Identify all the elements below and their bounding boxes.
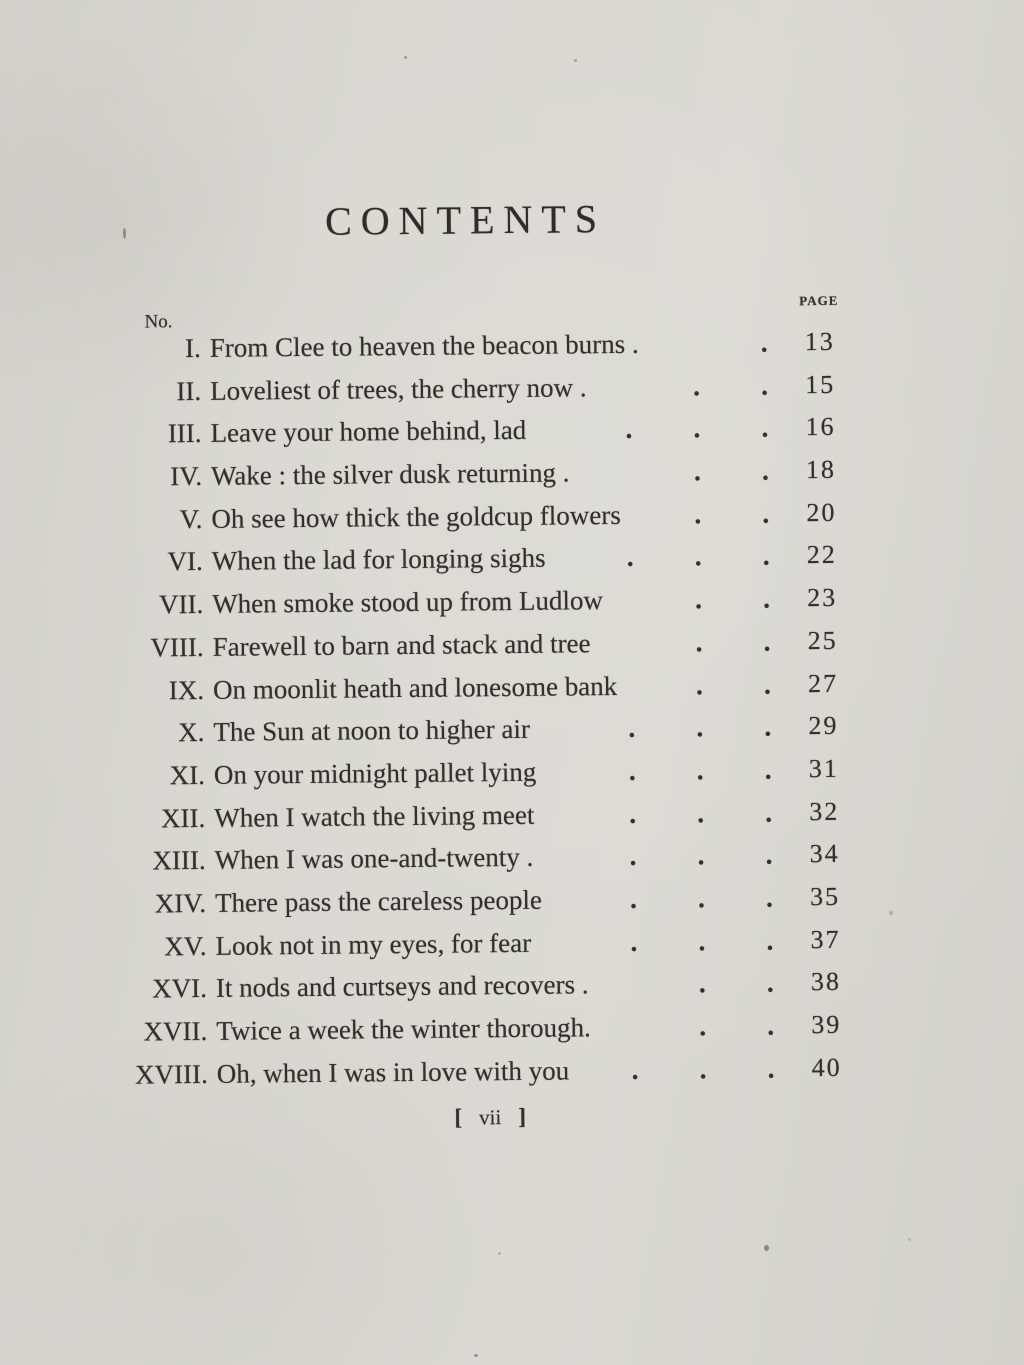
leader-dot: . (628, 755, 636, 786)
toc-entry (125, 321, 841, 371)
leader-dot: . (764, 711, 772, 742)
paper-speck (498, 1252, 501, 1255)
leader-dot: . (699, 1011, 707, 1042)
leader-dot: . (766, 967, 774, 998)
toc-entry (132, 1046, 848, 1096)
leader-dot: . (629, 883, 637, 914)
leader-dot: . (761, 412, 769, 443)
toc-entry-page-number: 23 (807, 583, 838, 613)
toc-entry-page-number: 22 (806, 540, 837, 570)
toc-rows (125, 321, 848, 1096)
leader-dot: . (695, 584, 703, 615)
toc-entry (131, 1004, 847, 1054)
toc-entry (125, 406, 841, 456)
leader-dot: . (625, 414, 633, 445)
leader-dot: . (629, 841, 637, 872)
toc-entry-page-number: 25 (807, 625, 838, 655)
leader-dot: . (763, 583, 771, 614)
leader-dot: . (764, 754, 772, 785)
toc-entry-title: When smoke stood up from Ludlow (212, 585, 604, 619)
toc-entry (127, 620, 843, 670)
toc-entry (129, 748, 845, 798)
toc-entry-title: Oh see how thick the goldcup flowers (211, 499, 621, 534)
paper-speck (574, 59, 577, 62)
leader-dot: . (760, 327, 768, 358)
toc-entry-page-number: 35 (809, 881, 841, 912)
toc-entry-title: When I watch the living meet (214, 799, 535, 833)
toc-entry-title: When the lad for longing sighs (211, 543, 546, 577)
leader-dot: . (694, 541, 702, 572)
paper-speck (474, 1354, 478, 1357)
toc-entry-title: Oh, when I was in love with you (216, 1055, 570, 1089)
leader-dot: . (698, 925, 706, 956)
toc-entry (130, 918, 846, 968)
toc-entry-title: Twice a week the winter thorough. (216, 1012, 591, 1046)
toc-entry-page-number: 34 (809, 839, 840, 869)
toc-entry-page-number: 16 (805, 412, 836, 442)
leader-dot: . (693, 413, 701, 444)
toc-entry-number: IV. (170, 461, 203, 492)
folio-page-numeral: vii (478, 1105, 502, 1130)
toc-entry (128, 705, 844, 755)
toc-entry (126, 449, 842, 499)
toc-entry-number: IX. (168, 674, 205, 705)
toc-entry-title: Farewell to barn and stack and tree (212, 628, 591, 662)
toc-entry (127, 534, 843, 584)
leader-dot: . (693, 456, 701, 487)
toc-entry (125, 364, 841, 414)
paper-speck (889, 911, 893, 915)
folio-open-bracket: [ (454, 1104, 463, 1130)
toc-entry-number: XVI. (152, 973, 208, 1004)
toc-entry-number: VII. (158, 589, 204, 620)
toc-entry-title: Loveliest of trees, the cherry now . (210, 371, 587, 406)
leader-dot: . (694, 498, 702, 529)
page-title: CONTENTS (324, 196, 607, 244)
leader-dot: . (697, 883, 705, 914)
toc-entry-number: I. (184, 332, 201, 364)
toc-entry-number: XI. (169, 759, 206, 791)
leader-dot: . (766, 925, 774, 956)
toc-entry-page-number: 31 (808, 753, 839, 784)
leader-dot: . (697, 797, 705, 828)
leader-dot: . (761, 370, 769, 401)
leader-dot: . (767, 1053, 775, 1084)
leader-dot: . (629, 798, 637, 829)
toc-entry-number: XV. (164, 930, 207, 961)
leader-dot: . (696, 712, 704, 743)
toc-entry (129, 790, 845, 840)
toc-entry-number: VIII. (150, 631, 204, 663)
leader-dot: . (631, 1054, 639, 1085)
leader-dot: . (761, 455, 769, 486)
leader-dot: . (763, 669, 771, 700)
toc-entry-page-number: 40 (811, 1052, 842, 1082)
toc-entry-title: It nods and curtseys and recovers . (215, 969, 589, 1004)
leader-dot: . (762, 498, 770, 529)
toc-entry-number: III. (167, 418, 202, 449)
toc-entry-page-number: 15 (805, 369, 836, 399)
leader-dot: . (693, 370, 701, 401)
toc-entry (131, 961, 847, 1011)
column-header-no: No. (144, 311, 173, 333)
toc-entry-page-number: 38 (810, 967, 842, 997)
toc-entry-page-number: 37 (810, 924, 841, 954)
leader-dot: . (695, 669, 703, 700)
toc-entry-number: XIV. (154, 887, 207, 919)
leader-dot: . (698, 968, 706, 999)
toc-entry-number: XVII. (143, 1015, 208, 1047)
toc-entry-page-number: 20 (806, 497, 837, 527)
toc-entry-page-number: 39 (811, 1009, 842, 1040)
folio (0, 1099, 1002, 1135)
paper-speck (404, 56, 407, 59)
toc-entry-number: VI. (167, 546, 203, 577)
leader-dot: . (762, 540, 770, 572)
toc-entry-number: XIII. (152, 845, 206, 876)
toc-entry-number: XVIII. (134, 1058, 208, 1090)
leader-dot: . (765, 839, 773, 870)
column-header-page: PAGE (799, 292, 839, 309)
toc-entry-title: Wake : the silver dusk returning . (210, 457, 570, 491)
table-of-contents (124, 292, 842, 1090)
toc-entry-title: Leave your home behind, lad (210, 415, 527, 449)
leader-dot: . (765, 797, 773, 828)
toc-entry-number: II. (176, 375, 202, 406)
toc-entry (129, 833, 845, 883)
toc-entry (126, 492, 842, 542)
leader-dot: . (696, 755, 704, 786)
toc-entry-title: From Clee to heaven the beacon burns . (209, 328, 639, 363)
leader-dot: . (699, 1053, 707, 1084)
leader-dot: . (767, 1010, 775, 1041)
toc-entry-title: There pass the careless people (214, 884, 543, 918)
leader-dot: . (697, 840, 705, 871)
toc-entry-page-number: 13 (804, 326, 835, 357)
leader-dot: . (763, 626, 771, 657)
toc-entry-page-number: 32 (809, 796, 840, 826)
folio-close-bracket: ] (518, 1103, 527, 1129)
toc-entry (130, 876, 846, 926)
leader-dot: . (695, 626, 703, 658)
toc-entry-title: On your midnight pallet lying (213, 756, 537, 790)
toc-entry-number: X. (178, 717, 205, 748)
toc-entry-title: When I was one-and-twenty . (214, 842, 534, 876)
toc-entry-page-number: 27 (807, 668, 839, 698)
leader-dot: . (626, 542, 634, 573)
toc-entry-page-number: 29 (808, 711, 839, 741)
toc-entry-title: On moonlit heath and lonesome bank (212, 670, 618, 705)
paper-speck (123, 228, 126, 239)
paper-speck (908, 1238, 911, 1241)
leader-dot: . (765, 882, 773, 913)
toc-entry (128, 662, 844, 712)
toc-entry-title: The Sun at noon to higher air (213, 714, 531, 748)
toc-entry-page-number: 18 (805, 454, 837, 485)
leader-dot: . (628, 713, 636, 744)
toc-entry (127, 577, 843, 627)
paper-speck (764, 1245, 769, 1251)
toc-entry-number: V. (179, 503, 203, 534)
toc-entry-title: Look not in my eyes, for fear (215, 927, 532, 961)
leader-dot: . (630, 926, 638, 957)
toc-entry-number: XII. (160, 802, 206, 833)
